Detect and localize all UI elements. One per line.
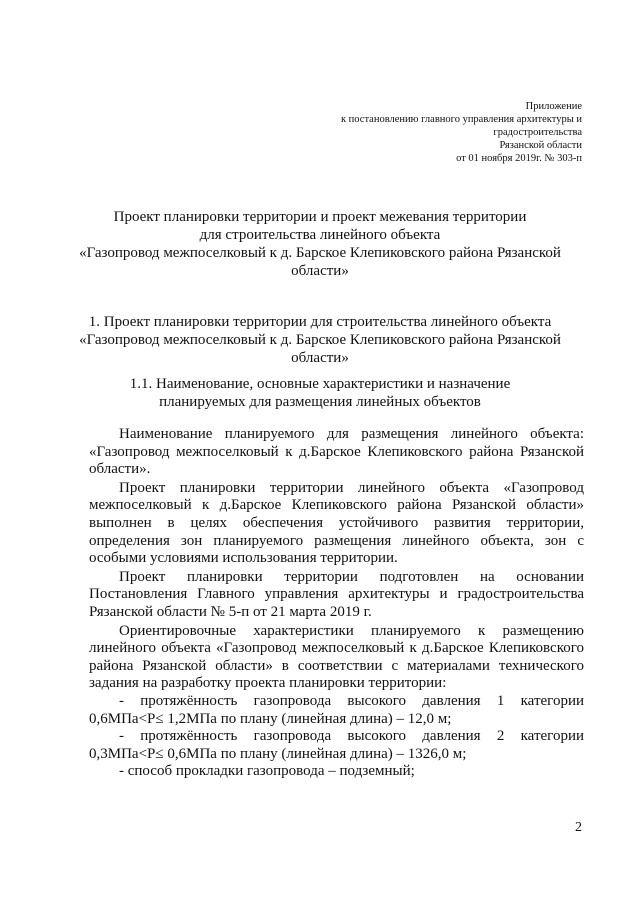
paragraph-object-name: Наименование планируемого для размещения линейного объекта: «Газопровод межпоселковый к д.Барское Клепиковского района Рязанской области». xyxy=(89,426,584,478)
section-1-line: 1. Проект планировки территории для строительства линейного объекта xyxy=(88,314,552,330)
title-line: области» xyxy=(291,263,349,279)
paragraph-purpose: Проект планировки территории линейного объекта «Газопровод межпоселковый к д.Барское Клепиковского района Рязанской области» выполнен в целях обеспечения устойчивого развития территории, определения зон планируемого размещения линейного объекта, зон с особыми условиями использования территории. xyxy=(89,479,584,567)
annex-line: к постановлению главного управления архитектуры и xyxy=(340,114,582,125)
section-1-line: «Газопровод межпоселковый к д. Барское Клепиковского района Рязанской xyxy=(79,332,561,348)
page-number: 2 xyxy=(575,820,582,835)
section-1-line: области» xyxy=(291,350,349,366)
list-item-pipeline-cat-1: - протяжённость газопровода высокого давления 1 категории 0,6МПа<P≤ 1,2МПа по плану (линейная длина) – 12,0 м; xyxy=(89,692,584,727)
title-line: для строительства линейного объекта xyxy=(199,227,441,243)
paragraph-characteristics: Ориентировочные характеристики планируемого к размещению линейного объекта «Газопровод межпоселковый к д.Барское Клепиковского района Рязанской области» в соответствии с материалами технического задания на разработку проекта планировки территории: xyxy=(89,622,584,692)
annex-line: от 01 ноября 2019г. № 303-п xyxy=(456,153,582,164)
annex-line: Приложение xyxy=(525,101,582,112)
annex-line: градостроительства xyxy=(493,127,582,138)
document-body xyxy=(89,426,584,781)
title-line: Проект планировки территории и проект межевания территории xyxy=(113,209,527,225)
list-item-pipeline-cat-2: - протяжённость газопровода высокого давления 2 категории 0,3МПа<P≤ 0,6МПа по плану (линейная длина) – 1326,0 м; xyxy=(89,728,584,762)
section-1-1-line: 1.1. Наименование, основные характеристики и назначение xyxy=(129,376,511,392)
document-title xyxy=(64,208,576,280)
section-1-1-line: планируемых для размещения линейных объектов xyxy=(159,394,481,410)
annex-header xyxy=(262,100,582,165)
paragraph-basis: Проект планировки территории подготовлен на основании Постановления Главного управления архитектуры и градостроительства Рязанской области № 5-п от 21 марта 2019 г. xyxy=(89,568,584,620)
list-item-laying-method: - способ прокладки газопровода – подземный; xyxy=(119,763,415,780)
section-1-heading xyxy=(64,313,576,367)
section-1-1-heading xyxy=(64,375,576,411)
annex-line: Рязанской области xyxy=(499,140,582,151)
title-line: «Газопровод межпоселковый к д. Барское Клепиковского района Рязанской xyxy=(79,245,561,261)
